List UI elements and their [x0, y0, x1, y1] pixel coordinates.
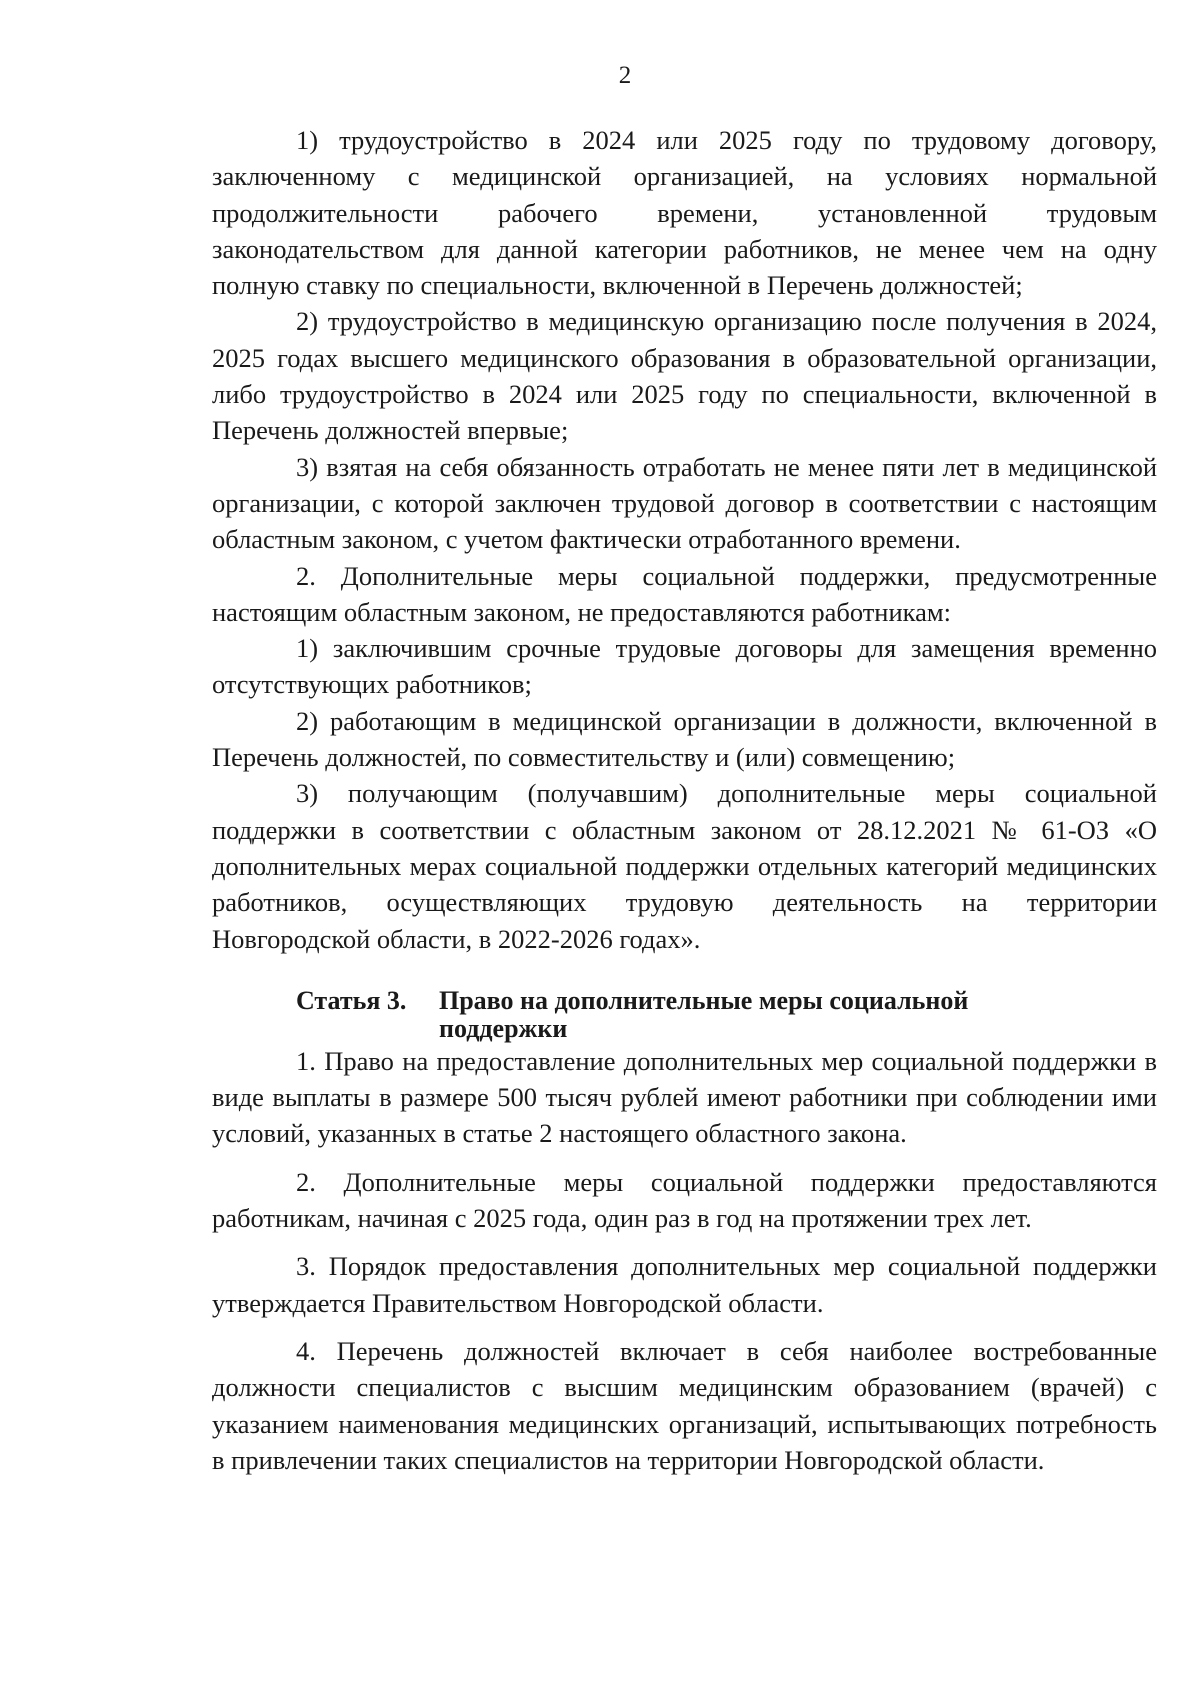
article-title: Право на дополнительные меры социальной поддержки [439, 985, 969, 1043]
paragraph: 3) получающим (получавшим) дополнительные меры социальной поддержки в соответствии с областным законом от 28.12.2021 № 61-ОЗ «О дополнительных мерах социальной поддержки отдельных категорий медицинских работников, осуществляющих трудовую деятельность на территории Новгородской области, в 2022-2026 годах». [212, 778, 1157, 954]
paragraph: 2) трудоустройство в медицинскую организацию после получения в 2024, 2025 годах высшего медицинского образования в образовательной организации, либо трудоустройство в 2024 или 2025 году по специальности, включенной в Перечень должностей впервые; [212, 306, 1157, 446]
paragraph: 1. Право на предоставление дополнительных мер социальной поддержки в виде выплаты в размере 500 тысяч рублей имеют работники при соблюдении ими условий, указанных в статье 2 настоящего областного закона. [212, 1045, 1157, 1149]
document-body [212, 122, 1157, 1478]
article-number: Статья 3. [296, 985, 407, 1015]
paragraph: 2) работающим в медицинской организации в должности, включенной в Перечень должностей, по совместительству и (или) совмещению; [212, 705, 1157, 773]
paragraph: 4. Перечень должностей включает в себя наиболее востребованные должности специалистов с высшим медицинским образованием (врачей) с указанием наименования медицинских организаций, испытывающих потребность в привлечении таких специалистов на территории Новгородской области. [212, 1335, 1157, 1475]
paragraph: 2. Дополнительные меры социальной поддержки, предусмотренные настоящим областным законом, не предоставляются работникам: [212, 560, 1157, 627]
paragraph: 3) взятая на себя обязанность отработать не менее пяти лет в медицинской организации, с которой заключен трудовой договор в соответствии с настоящим областным законом, с учетом фактически отработанного времени. [212, 451, 1157, 555]
paragraph: 2. Дополнительные меры социальной поддержки предоставляются работникам, начиная с 2025 года, один раз в год на протяжении трех лет. [212, 1166, 1157, 1234]
paragraph: 3. Порядок предоставления дополнительных мер социальной поддержки утверждается Правительством Новгородской области. [212, 1251, 1157, 1318]
article-heading [296, 987, 1157, 1043]
paragraph: 1) трудоустройство в 2024 или 2025 году по трудовому договору, заключенному с медицинской организацией, на условиях нормальной продолжительности рабочего времени, установленной трудовым законодательством для данной категории работников, не менее чем на одну полную ставку по специальности, включенной в Перечень должностей; [212, 125, 1157, 301]
paragraph: 1) заключившим срочные трудовые договоры для замещения временно отсутствующих работников; [212, 633, 1157, 700]
page-number: 2 [618, 62, 632, 89]
